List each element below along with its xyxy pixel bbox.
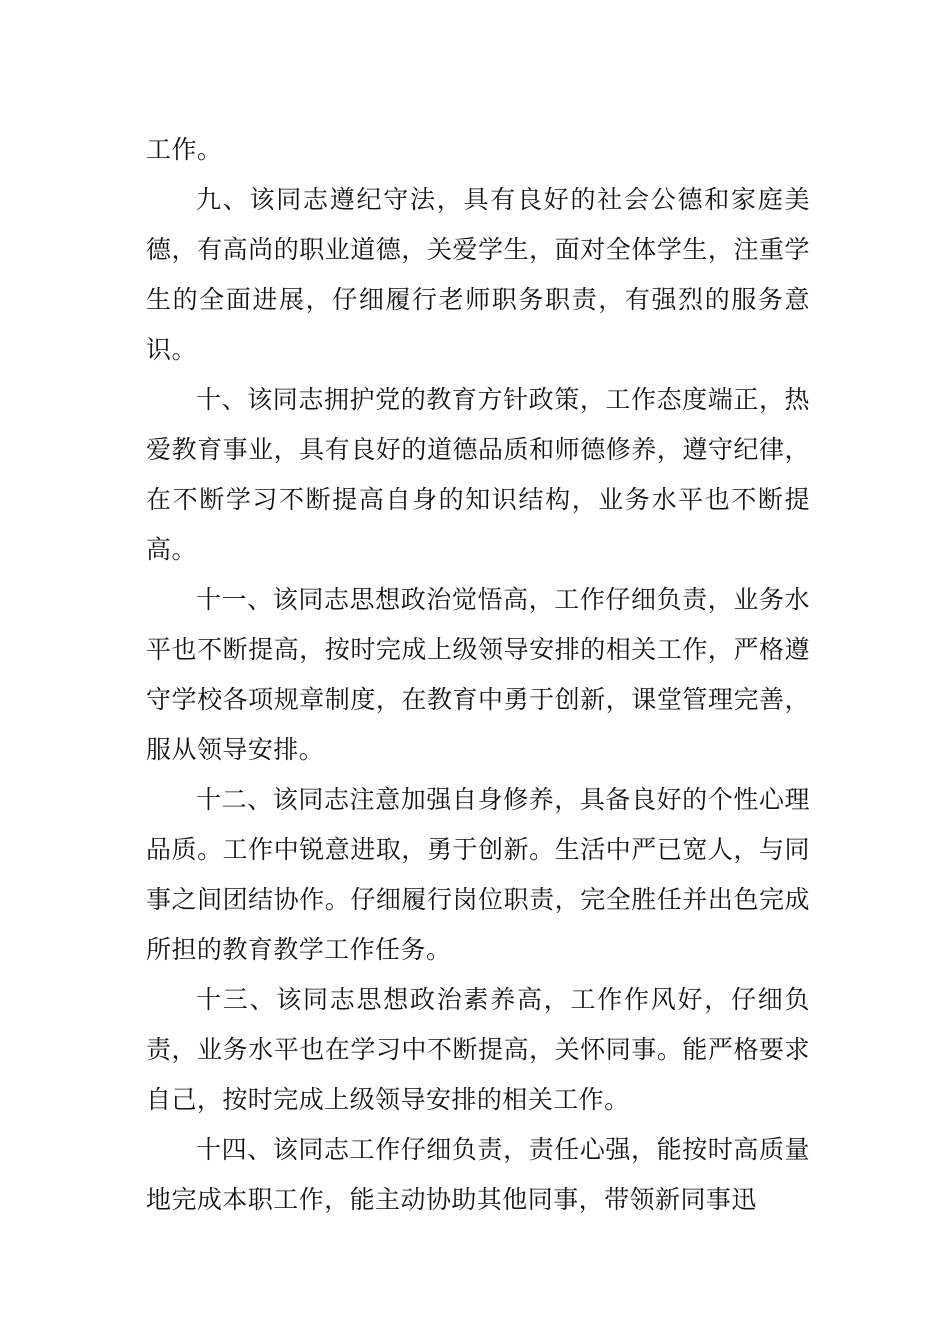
- paragraph-item-11: 十一、该同志思想政治觉悟高，工作仔细负责，业务水平也不断提高，按时完成上级领导安排的相关工作，严格遵守学校各项规章制度，在教育中勇于创新，课堂管理完善，服从领导安排。: [146, 585, 810, 764]
- document-body: [146, 125, 810, 1225]
- paragraph-continuation: 工作。: [146, 135, 223, 164]
- paragraph-item-12: 十二、该同志注意加强自身修养，具备良好的个性心理品质。工作中锐意进取，勇于创新。生活中严已宽人，与同事之间团结协作。仔细履行岗位职责，完全胜任并出色完成所担的教育教学工作任务。: [146, 785, 810, 964]
- paragraph-item-9: 九、该同志遵纪守法，具有良好的社会公德和家庭美德，有高尚的职业道德，关爱学生，面对全体学生，注重学生的全面进展，仔细履行老师职务职责，有强烈的服务意识。: [146, 185, 810, 364]
- paragraph-item-14: 十四、该同志工作仔细负责，责任心强，能按时高质量地完成本职工作，能主动协助其他同事，带领新同事迅: [146, 1135, 810, 1214]
- paragraph-item-13: 十三、该同志思想政治素养高，工作作风好，仔细负责，业务水平也在学习中不断提高，关怀同事。能严格要求自己，按时完成上级领导安排的相关工作。: [146, 985, 810, 1114]
- paragraph-item-10: 十、该同志拥护党的教育方针政策，工作态度端正，热爱教育事业，具有良好的道德品质和师德修养，遵守纪律，在不断学习不断提高自身的知识结构，业务水平也不断提高。: [146, 385, 810, 564]
